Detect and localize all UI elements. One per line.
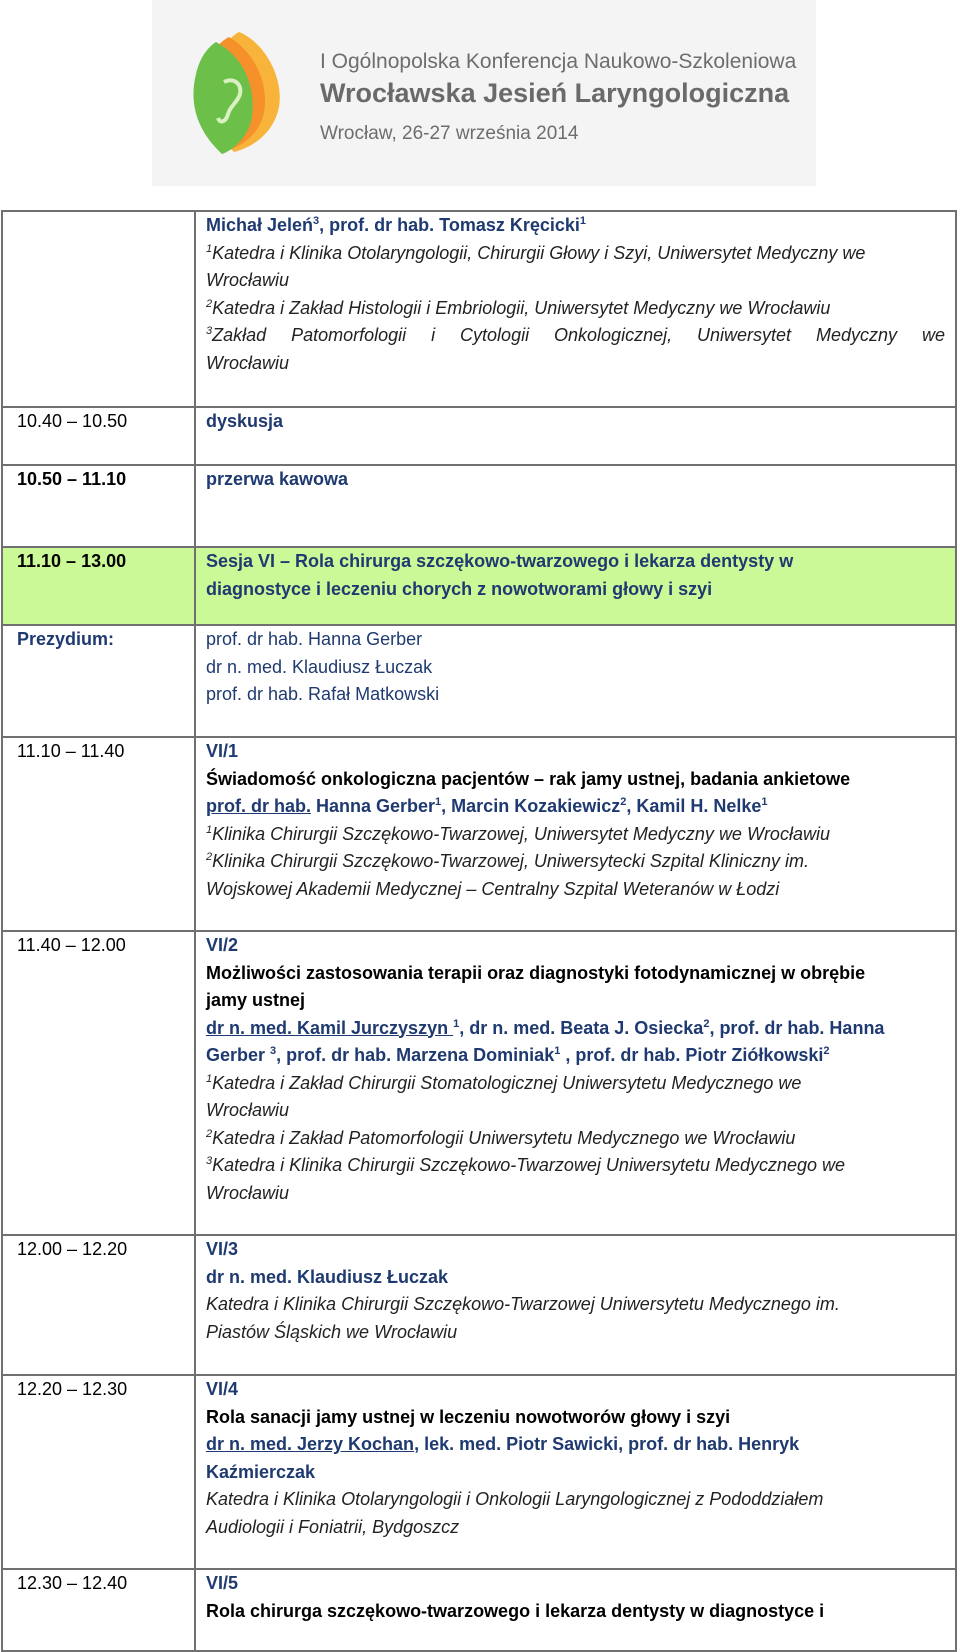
table-row: [2, 1375, 956, 1569]
authors-continued: Kaźmierczak: [206, 1461, 316, 1482]
affiliation: Katedra i Klinika Otolaryngologii i Onkologii Laryngologicznej z Pododdziałem: [206, 1489, 824, 1509]
affiliation-continued: Piastów Śląskich we Wrocławiu: [206, 1321, 458, 1342]
talk-code: VI/1: [206, 741, 239, 761]
affiliation: $^1$Katedra i Klinika Otolaryngologii, Chirurgii Głowy i Szyi, Uniwersytet Medyczny we Wrocławiu: [206, 242, 866, 290]
time-cell: 12.30 – 12.40: [2, 1569, 195, 1651]
affiliation: $^1$Klinika Chirurgii Szczękowo-Twarzowej, Uniwersytet Medyczny we Wrocławiu: [206, 823, 830, 844]
table-row: [2, 1569, 956, 1651]
affiliation-continued: Wojskowej Akademii Medycznej – Centralny Szpital Weteranów w Łodzi: [206, 878, 780, 899]
talk-title: Rola sanacji jamy ustnej w leczeniu nowotworów głowy i szyi: [206, 1406, 731, 1427]
time-cell: 10.50 – 11.10: [2, 465, 195, 547]
talk-title: Możliwości zastosowania terapii oraz diagnostyki fotodynamicznej w obrębie: [206, 962, 866, 983]
table-row: [2, 407, 956, 465]
table-row: [2, 625, 956, 737]
talk-title: Rola chirurga szczękowo-twarzowego i lekarza dentysty w diagnostyce i: [206, 1600, 825, 1621]
affiliation: Katedra i Klinika Chirurgii Szczękowo-Twarzowej Uniwersytetu Medycznego im.: [206, 1294, 840, 1314]
authors-continued: Gerber $^3$, prof. dr hab. Marzena Dominiak$^1$ , prof. dr hab. Piotr Ziółkowski$^2$: [206, 1045, 830, 1065]
talk-code: VI/5: [206, 1573, 239, 1593]
talk-title: Świadomość onkologiczna pacjentów – rak jamy ustnej, badania ankietowe: [206, 768, 851, 789]
time-cell: 11.10 – 11.40: [2, 737, 195, 931]
conference-logo-icon: [184, 22, 294, 162]
affiliation: $^2$Katedra i Zakład Histologii i Embriologii, Uniwersytet Medyczny we Wrocławiu: [206, 297, 831, 318]
affiliation: $^1$Katedra i Zakład Chirurgii Stomatologicznej Uniwersytetu Medycznego we: [206, 1072, 802, 1093]
authors: dr n. med. Jerzy Kochan, lek. med. Piotr Sawicki, prof. dr hab. Henryk: [206, 1434, 800, 1454]
talk-title-continued: jamy ustnej: [206, 990, 306, 1010]
conference-header: [152, 0, 816, 186]
affiliation: $^3$Katedra i Klinika Chirurgii Szczękowo-Twarzowej Uniwersytetu Medycznego we: [206, 1155, 846, 1175]
affiliation-continued: Wrocławiu: [206, 1100, 290, 1120]
affiliation-continued: Wrocławiu: [206, 352, 290, 373]
content-cell: [195, 211, 956, 407]
presidium-label: Prezydium:: [2, 625, 195, 737]
talk-code: VI/2: [206, 935, 239, 955]
affiliation: $^2$Klinika Chirurgii Szczękowo-Twarzowej, Uniwersytecki Szpital Kliniczny im.: [206, 851, 809, 871]
table-row: [2, 465, 956, 547]
time-cell: 12.00 – 12.20: [2, 1235, 195, 1375]
affiliation: $^3$Zakład Patomorfologii i Cytologii Onkologicznej, Uniwersytet Medyczny we: [206, 325, 945, 345]
table-row: [2, 211, 956, 407]
conference-title: Wrocławska Jesień Laryngologiczna: [320, 78, 790, 108]
session-title: Sesja VI – Rola chirurga szczękowo-twarzowego i lekarza dentysty w diagnostyce i leczeniu chorych z nowotworami głowy i szyi: [195, 547, 956, 625]
time-cell: 11.40 – 12.00: [2, 931, 195, 1235]
authors: dr n. med. Klaudiusz Łuczak: [206, 1266, 449, 1287]
time-cell: [2, 211, 195, 407]
table-row: [2, 931, 956, 1235]
authors: dr n. med. Kamil Jurczyszyn $^1$, dr n. med. Beata J. Osiecka$^2$, prof. dr hab. Hanna: [206, 1017, 885, 1038]
affiliation: $^2$Katedra i Zakład Patomorfologii Uniwersytetu Medycznego we Wrocławiu: [206, 1127, 796, 1148]
affiliation-continued: Audiologii i Foniatrii, Bydgoszcz: [206, 1516, 460, 1537]
content-cell: [195, 1235, 956, 1375]
content-cell: [195, 465, 956, 547]
presidium-list: prof. dr hab. Hanna Gerber dr n. med. Klaudiusz Łuczak prof. dr hab. Rafał Matkowski: [195, 625, 956, 737]
time-cell: 11.10 – 13.00: [2, 547, 195, 625]
item-title: przerwa kawowa: [206, 469, 349, 489]
table-row: [2, 1235, 956, 1375]
item-title: dyskusja: [206, 411, 284, 431]
talk-code: VI/3: [206, 1239, 239, 1259]
program-table: [1, 210, 957, 1652]
table-row: [2, 737, 956, 931]
content-cell: [195, 931, 956, 1235]
authors: Michał Jeleń$^3$, prof. dr hab. Tomasz Kręcicki$^1$: [206, 215, 587, 235]
authors: prof. dr hab. Hanna Gerber$^1$, Marcin Kozakiewicz$^2$, Kamil H. Nelke$^1$: [206, 796, 768, 816]
conference-name: I Ogólnopolska Konferencja Naukowo-Szkoleniowa: [320, 50, 797, 73]
conference-date-place: Wrocław, 26-27 września 2014: [320, 123, 579, 144]
time-cell: 10.40 – 10.50: [2, 407, 195, 465]
affiliation-continued: Wrocławiu: [206, 1182, 290, 1203]
time-cell: 12.20 – 12.30: [2, 1375, 195, 1569]
content-cell: [195, 1375, 956, 1569]
content-cell: [195, 737, 956, 931]
content-cell: [195, 1569, 956, 1651]
content-cell: [195, 407, 956, 465]
session-header-row: [2, 547, 956, 625]
talk-code: VI/4: [206, 1379, 239, 1399]
